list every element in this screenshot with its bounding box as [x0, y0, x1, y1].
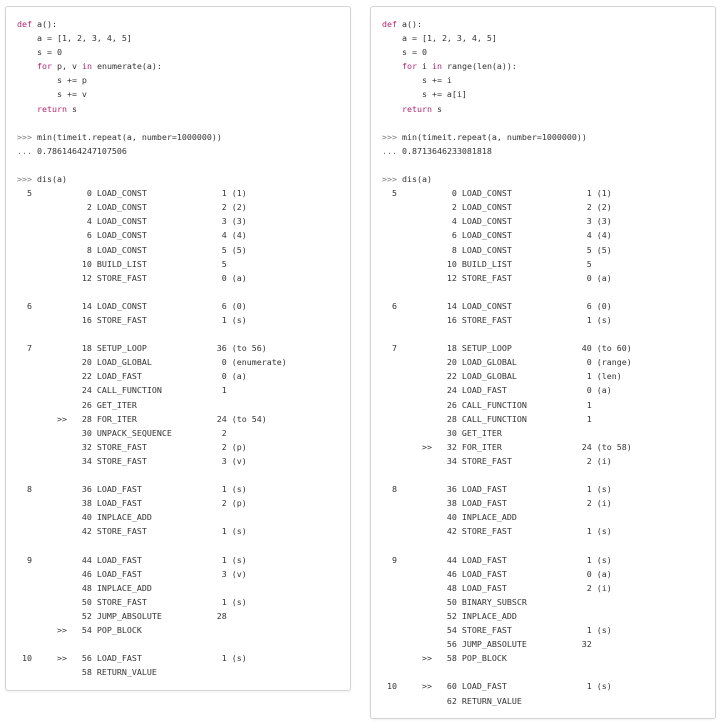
code-line — [17, 158, 287, 172]
code-text: s += v — [17, 89, 87, 100]
code-line — [382, 553, 632, 567]
code-line — [382, 59, 632, 73]
code-text: 8 LOAD_CONST 5 (5) — [382, 244, 612, 255]
code-text: 5 0 LOAD_CONST 1 (1) — [382, 188, 612, 199]
code-text: min(timeit.repeat(a, number=1000000)) — [397, 131, 587, 142]
code-text: 16 STORE_FAST 1 (s) — [17, 314, 247, 325]
code-text: 34 STORE_FAST 3 (v) — [17, 455, 247, 466]
code-line — [17, 73, 287, 87]
code-text: 5 0 LOAD_CONST 1 (1) — [17, 188, 247, 199]
code-text: 52 INPLACE_ADD — [382, 610, 517, 621]
code-line — [382, 31, 632, 45]
code-line — [382, 468, 632, 482]
code-text — [17, 104, 37, 114]
code-line — [382, 694, 632, 708]
code-line — [382, 595, 632, 609]
code-text: s = 0 — [382, 47, 427, 58]
keyword-token: return — [401, 103, 432, 114]
code-line — [17, 651, 287, 665]
keyword-token: for — [36, 61, 52, 72]
left-code-block[interactable] — [17, 17, 287, 679]
code-line — [17, 243, 287, 257]
code-text: 10 BUILD_LIST 5 — [382, 258, 592, 269]
code-line — [17, 45, 287, 59]
code-line — [17, 355, 287, 369]
code-text: i — [416, 61, 432, 72]
code-text: 9 44 LOAD_FAST 1 (s) — [17, 554, 247, 565]
code-line — [17, 214, 287, 228]
code-line — [382, 73, 632, 87]
code-text: min(timeit.repeat(a, number=1000000)) — [32, 131, 222, 142]
code-line — [382, 243, 632, 257]
code-text: 9 44 LOAD_FAST 1 (s) — [382, 554, 612, 565]
code-line — [17, 200, 287, 214]
code-line — [382, 426, 632, 440]
code-line — [382, 398, 632, 412]
code-line — [17, 440, 287, 454]
code-text: 6 LOAD_CONST 4 (4) — [17, 230, 247, 241]
code-line — [382, 454, 632, 468]
code-line — [17, 412, 287, 426]
code-text: 46 LOAD_FAST 3 (v) — [17, 568, 247, 579]
code-line — [17, 130, 287, 144]
code-line — [382, 172, 632, 186]
keyword-token: in — [81, 61, 92, 72]
code-text: dis(a) — [32, 174, 67, 185]
code-text: >> 32 FOR_ITER 24 (to 58) — [382, 441, 632, 452]
code-line — [382, 257, 632, 271]
code-line — [17, 595, 287, 609]
code-line — [17, 341, 287, 355]
code-text: 8 LOAD_CONST 5 (5) — [17, 244, 247, 255]
code-text: dis(a) — [397, 174, 432, 185]
code-line — [17, 524, 287, 538]
code-line — [382, 538, 632, 552]
keyword-token: def — [17, 19, 32, 29]
code-line — [17, 87, 287, 101]
code-line — [17, 609, 287, 623]
code-text: s += a[i] — [382, 89, 467, 100]
code-text: enumerate(a): — [91, 61, 162, 72]
code-line — [382, 45, 632, 59]
code-text: s += p — [17, 75, 87, 86]
code-text: >> 28 FOR_ITER 24 (to 54) — [17, 413, 267, 424]
code-text: 0.7861464247107506 — [32, 145, 127, 156]
code-text: 40 INPLACE_ADD — [382, 512, 517, 523]
code-line — [382, 299, 632, 313]
code-text: s — [431, 103, 442, 114]
code-text: 2 LOAD_CONST 2 (2) — [382, 202, 612, 213]
code-text — [382, 104, 402, 114]
code-line — [382, 130, 632, 144]
code-line — [382, 214, 632, 228]
code-text: 42 STORE_FAST 1 (s) — [17, 526, 247, 537]
code-line — [382, 17, 632, 31]
code-line — [382, 637, 632, 651]
code-line — [17, 102, 287, 116]
code-text: 50 BINARY_SUBSCR — [382, 596, 527, 607]
code-text — [17, 61, 37, 71]
code-text: 46 LOAD_FAST 0 (a) — [382, 568, 612, 579]
code-text: 8 36 LOAD_FAST 1 (s) — [382, 484, 612, 495]
code-text: 58 RETURN_VALUE — [17, 667, 157, 678]
code-line — [382, 567, 632, 581]
code-line — [382, 355, 632, 369]
code-text: 26 CALL_FUNCTION 1 — [382, 399, 592, 410]
code-line — [17, 510, 287, 524]
code-text: range(len(a)): — [441, 61, 517, 72]
code-line — [382, 679, 632, 693]
code-line — [17, 538, 287, 552]
code-line — [382, 496, 632, 510]
code-line — [17, 228, 287, 242]
code-text: 8 36 LOAD_FAST 1 (s) — [17, 484, 247, 495]
prompt-token: >>> — [382, 174, 397, 185]
code-line — [382, 87, 632, 101]
code-line — [382, 116, 632, 130]
code-text: 4 LOAD_CONST 3 (3) — [382, 216, 612, 227]
code-line — [17, 383, 287, 397]
code-line — [382, 581, 632, 595]
code-line — [382, 158, 632, 172]
code-line — [382, 524, 632, 538]
keyword-token: return — [36, 103, 67, 114]
code-text: a(): — [32, 19, 57, 29]
code-text: s — [66, 103, 77, 114]
code-text: 20 LOAD_GLOBAL 0 (range) — [382, 357, 632, 368]
code-text: a = [1, 2, 3, 4, 5] — [382, 33, 497, 44]
code-line — [382, 228, 632, 242]
code-line — [17, 553, 287, 567]
code-text: 10 >> 56 LOAD_FAST 1 (s) — [17, 653, 247, 664]
code-text: 12 STORE_FAST 0 (a) — [382, 272, 612, 283]
code-line — [17, 567, 287, 581]
code-line — [17, 454, 287, 468]
code-text: 40 INPLACE_ADD — [17, 512, 152, 523]
code-line — [17, 172, 287, 186]
code-line — [382, 623, 632, 637]
code-line — [17, 482, 287, 496]
code-text: 6 14 LOAD_CONST 6 (0) — [382, 300, 612, 311]
code-line — [17, 398, 287, 412]
code-text: 48 INPLACE_ADD — [17, 582, 152, 593]
code-text: s = 0 — [17, 47, 62, 58]
code-line — [382, 341, 632, 355]
code-line — [382, 369, 632, 383]
code-text: 0.8713646233081818 — [397, 145, 492, 156]
code-line — [382, 440, 632, 454]
code-line — [17, 144, 287, 158]
code-text: 42 STORE_FAST 1 (s) — [382, 526, 612, 537]
code-text: 24 CALL_FUNCTION 1 — [17, 385, 227, 396]
code-line — [17, 285, 287, 299]
code-line — [382, 285, 632, 299]
code-text: 48 LOAD_FAST 2 (i) — [382, 582, 612, 593]
code-text: 7 18 SETUP_LOOP 40 (to 60) — [382, 343, 632, 354]
code-text: >> 58 POP_BLOCK — [382, 653, 507, 664]
code-line — [17, 116, 287, 130]
code-line — [17, 623, 287, 637]
code-line — [382, 609, 632, 623]
code-text: >> 54 POP_BLOCK — [17, 625, 142, 636]
code-line — [17, 468, 287, 482]
code-text: 16 STORE_FAST 1 (s) — [382, 314, 612, 325]
code-text: 7 18 SETUP_LOOP 36 (to 56) — [17, 343, 267, 354]
code-line — [17, 369, 287, 383]
prompt-token: ... — [17, 145, 32, 156]
code-line — [382, 144, 632, 158]
code-text: 62 RETURN_VALUE — [382, 695, 522, 706]
code-line — [17, 257, 287, 271]
code-text — [382, 61, 402, 71]
code-line — [17, 271, 287, 285]
code-line — [17, 59, 287, 73]
code-line — [382, 482, 632, 496]
left-code-panel — [5, 6, 351, 691]
keyword-token: for — [401, 61, 417, 72]
code-text: 50 STORE_FAST 1 (s) — [17, 596, 247, 607]
code-line — [382, 327, 632, 341]
prompt-token: ... — [382, 145, 397, 156]
code-line — [17, 313, 287, 327]
code-text: 28 CALL_FUNCTION 1 — [382, 413, 592, 424]
code-line — [17, 31, 287, 45]
code-line — [17, 299, 287, 313]
code-text: 30 UNPACK_SEQUENCE 2 — [17, 427, 227, 438]
code-text: 24 LOAD_FAST 0 (a) — [382, 385, 612, 396]
prompt-token: >>> — [17, 174, 32, 185]
right-code-panel — [370, 6, 716, 719]
code-text: 30 GET_ITER — [382, 427, 502, 438]
code-text: a = [1, 2, 3, 4, 5] — [17, 33, 132, 44]
code-text: 38 LOAD_FAST 2 (i) — [382, 498, 612, 509]
code-line — [382, 665, 632, 679]
code-text: 32 STORE_FAST 2 (p) — [17, 441, 247, 452]
code-line — [382, 651, 632, 665]
code-text: 54 STORE_FAST 1 (s) — [382, 625, 612, 636]
code-text: 34 STORE_FAST 2 (i) — [382, 455, 612, 466]
code-line — [382, 186, 632, 200]
code-text: a(): — [397, 19, 422, 29]
code-text: p, v — [51, 61, 82, 72]
code-line — [382, 412, 632, 426]
code-line — [17, 426, 287, 440]
code-line — [17, 496, 287, 510]
code-line — [17, 581, 287, 595]
prompt-token: >>> — [17, 131, 32, 142]
code-text: 4 LOAD_CONST 3 (3) — [17, 216, 247, 227]
code-line — [382, 383, 632, 397]
code-line — [17, 17, 287, 31]
code-text: s += i — [382, 75, 452, 86]
code-line — [382, 271, 632, 285]
code-line — [17, 637, 287, 651]
code-line — [17, 186, 287, 200]
prompt-token: >>> — [382, 131, 397, 142]
code-text: 10 BUILD_LIST 5 — [17, 258, 227, 269]
code-line — [382, 200, 632, 214]
code-text: 2 LOAD_CONST 2 (2) — [17, 202, 247, 213]
code-text: 12 STORE_FAST 0 (a) — [17, 272, 247, 283]
code-line — [382, 510, 632, 524]
keyword-token: def — [382, 19, 397, 29]
code-text: 26 GET_ITER — [17, 399, 137, 410]
code-text: 56 JUMP_ABSOLUTE 32 — [382, 639, 592, 650]
keyword-token: in — [431, 61, 442, 72]
code-text: 6 LOAD_CONST 4 (4) — [382, 230, 612, 241]
code-text: 20 LOAD_GLOBAL 0 (enumerate) — [17, 357, 287, 368]
code-line — [382, 102, 632, 116]
code-line — [17, 327, 287, 341]
code-line — [17, 665, 287, 679]
code-text: 22 LOAD_GLOBAL 1 (len) — [382, 371, 622, 382]
right-code-block[interactable] — [382, 17, 632, 708]
code-text: 22 LOAD_FAST 0 (a) — [17, 371, 247, 382]
code-text: 6 14 LOAD_CONST 6 (0) — [17, 300, 247, 311]
code-text: 52 JUMP_ABSOLUTE 28 — [17, 610, 227, 621]
code-text: 10 >> 60 LOAD_FAST 1 (s) — [382, 681, 612, 692]
code-text: 38 LOAD_FAST 2 (p) — [17, 498, 247, 509]
code-line — [382, 313, 632, 327]
